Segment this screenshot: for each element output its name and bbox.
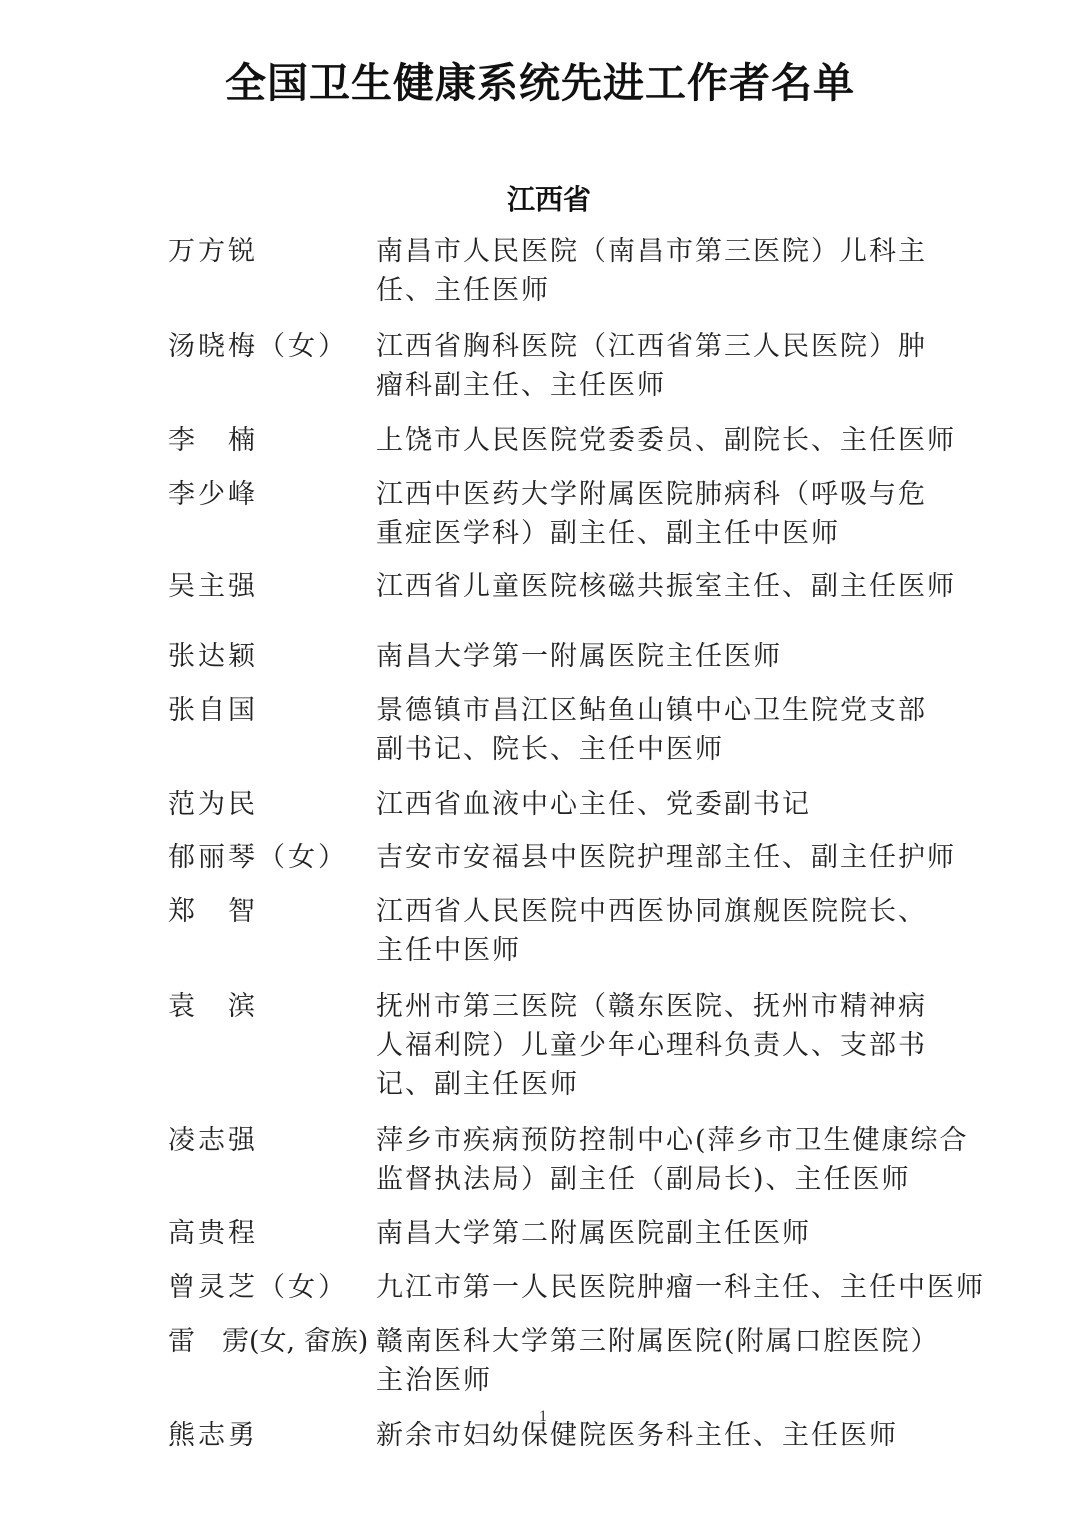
person-description	[376, 892, 941, 970]
person-description	[376, 1214, 941, 1253]
person-name: 范为民	[168, 789, 258, 820]
person-name: 郁丽琴（女）	[168, 842, 348, 873]
person-description	[376, 1121, 969, 1199]
person-name: 曾灵芝（女）	[168, 1272, 348, 1303]
person-name: 万方锐	[168, 236, 258, 267]
person-description	[376, 838, 956, 877]
person-description	[376, 475, 941, 553]
person-description	[376, 785, 941, 824]
person-name: 袁 滨	[168, 991, 258, 1022]
description-line: 赣南医科大学第三附属医院(附属口腔医院）	[376, 1326, 940, 1357]
description-line: 江西省胸科医院（江西省第三人民医院）肿	[376, 331, 927, 362]
description-line: 九江市第一人民医院肿瘤一科主任、主任中医师	[376, 1272, 985, 1303]
description-line: 江西省血液中心主任、党委副书记	[376, 789, 811, 820]
person-name: 郑 智	[168, 896, 258, 927]
person-name: 凌志强	[168, 1125, 258, 1156]
description-line: 上饶市人民医院党委委员、副院长、主任医师	[376, 425, 956, 456]
person-name: 李 楠	[168, 425, 258, 456]
person-description	[376, 1416, 941, 1455]
person-name: 熊志勇	[168, 1420, 258, 1451]
description-line: 景德镇市昌江区鲇鱼山镇中心卫生院党支部	[376, 695, 927, 726]
person-description	[376, 1268, 985, 1307]
description-line: 主治医师	[376, 1365, 492, 1396]
person-name: 雷 雳(女, 畲族)	[168, 1326, 369, 1357]
description-line: 任、主任医师	[376, 275, 550, 306]
person-name: 汤晓梅（女）	[168, 331, 348, 362]
description-line: 主任中医师	[376, 935, 521, 966]
person-description	[376, 567, 956, 606]
person-description	[376, 421, 956, 460]
page-number: 1	[539, 1408, 547, 1425]
description-line: 重症医学科）副主任、副主任中医师	[376, 518, 840, 549]
description-line: 新余市妇幼保健院医务科主任、主任医师	[376, 1420, 898, 1451]
person-description	[376, 637, 941, 676]
person-description	[376, 691, 941, 769]
province-heading: 江西省	[506, 183, 591, 216]
description-line: 人福利院）儿童少年心理科负责人、支部书	[376, 1030, 927, 1061]
person-name: 张自国	[168, 695, 258, 726]
description-line: 萍乡市疾病预防控制中心(萍乡市卫生健康综合	[376, 1125, 969, 1156]
description-line: 江西省人民医院中西医协同旗舰医院院长、	[376, 896, 927, 927]
description-line: 吉安市安福县中医院护理部主任、副主任护师	[376, 842, 956, 873]
person-description	[376, 1322, 941, 1400]
description-line: 瘤科副主任、主任医师	[376, 370, 666, 401]
description-line: 抚州市第三医院（赣东医院、抚州市精神病	[376, 991, 927, 1022]
person-description	[376, 987, 941, 1104]
description-line: 南昌大学第一附属医院主任医师	[376, 641, 782, 672]
description-line: 江西中医药大学附属医院肺病科（呼吸与危	[376, 479, 927, 510]
description-line: 副书记、院长、主任中医师	[376, 734, 724, 765]
description-line: 南昌大学第二附属医院副主任医师	[376, 1218, 811, 1249]
person-name: 李少峰	[168, 479, 258, 510]
person-description	[376, 327, 941, 405]
description-line: 南昌市人民医院（南昌市第三医院）儿科主	[376, 236, 927, 267]
description-line: 记、副主任医师	[376, 1069, 579, 1100]
person-description	[376, 232, 941, 310]
person-name: 张达颖	[168, 641, 258, 672]
description-line: 江西省儿童医院核磁共振室主任、副主任医师	[376, 571, 956, 602]
person-name: 吴主强	[168, 571, 258, 602]
person-name: 高贵程	[168, 1218, 258, 1249]
document-title: 全国卫生健康系统先进工作者名单	[225, 59, 855, 107]
description-line: 监督执法局）副主任（副局长)、主任医师	[376, 1164, 911, 1195]
